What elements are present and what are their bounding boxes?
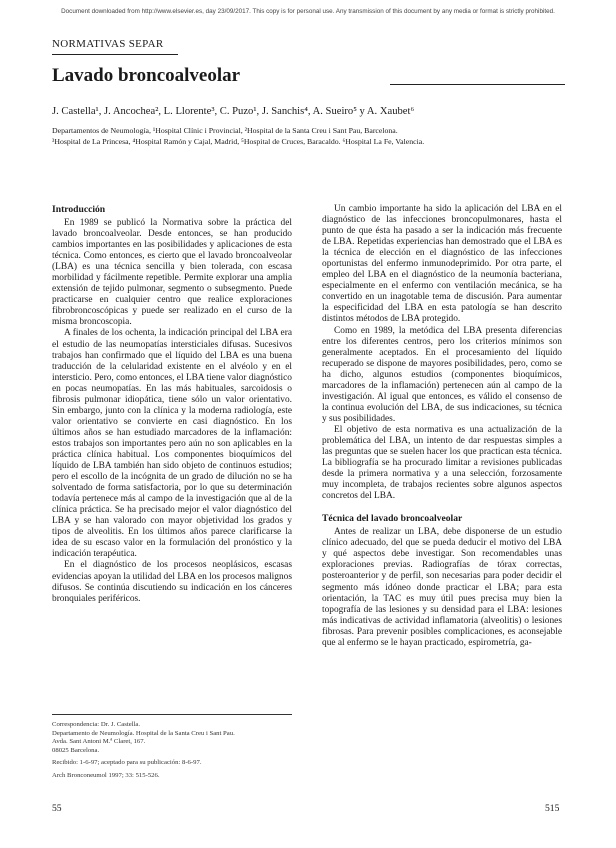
left-column (52, 204, 292, 605)
footnotes (52, 714, 292, 781)
article-title: Lavado broncoalveolar (52, 65, 241, 86)
paragraph: Antes de realizar un LBA, debe disponerse de un estudio clínico adecuado, del que se pueda deducir el motivo del LBA y qué aspectos debe investigar. Son recomendables unas exploraciones previas. Radiografías de tórax correctas, posteroanterior y de perfil, son necesarias para poder decidir el segmento más idóneo donde practicar el LBA; para esta orientación, la TAC es muy útil pues precisa muy bien la topografía de las lesiones y su densidad para el LBA: lesiones más indicativas de actividad inflamatoria (alveolitis) o lesiones fibrosas. Para prevenir posibles complicaciones, es aconsejable que al enfermo se le hayan practicado, espirometría, ga- (322, 527, 562, 648)
section-heading-introduccion: Introducción (52, 204, 106, 215)
footnote-line: 08025 Barcelona. (52, 746, 100, 754)
footnote-line: Correspondencia: Dr. J. Castella. (52, 721, 141, 728)
paragraph: En el diagnóstico de los procesos neoplásicos, escasas evidencias apoyan la utilidad del LBA en los procesos malignos difusos. Se continúa discutiendo su indicación en los cánceres bronquiales periféricos. (52, 560, 292, 604)
footnote-line: Departamento de Neumología. Hospital de la Santa Creu i Sant Pau. (52, 729, 235, 737)
section-label: NORMATIVAS SEPAR (52, 38, 164, 50)
paragraph: En 1989 se publicó la Normativa sobre la práctica del lavado broncoalveolar. Desde entonces, se han producido cambios importantes en las posibilidades y aplicaciones de esta técnica. Como entonces, es cierto que el lavado broncoalveolar (LBA) es una técnica sencilla y bien tolerada, con escasa morbilidad y fácilmente repetible. Permite explorar una amplia extensión de tejido pulmonar, segmento o subsegmento. Puede practicarse en cualquier centro que realice exploraciones fibrobroncoscópicas y puede ser realizado en el curso de la misma broncoscopia. (52, 218, 292, 328)
right-column (322, 204, 562, 649)
paragraph: El objetivo de esta normativa es una actualización de la problemática del LBA, un intento de dar respuestas simples a las preguntas que se suelen hacer los que practican esta técnica. La bibliografía se ha procurado limitar a revisiones publicadas desde la primera normativa y a una selección, forzosamente muy incompleta, de trabajos recientes sobre algunos aspectos concretos del LBA. (322, 424, 562, 502)
download-notice: Document downloaded from http://www.elsevier.es, day 23/09/2017. This copy is for personal use. Any transmission of this document by any media or format is strictly prohibited. (61, 8, 555, 15)
page-number-right: 515 (545, 803, 560, 814)
spacer (322, 502, 562, 513)
section-rule (52, 54, 178, 55)
affiliation-line: ³Hospital de La Princesa, ⁴Hospital Ramón y Cajal, Madrid, ⁵Hospital de Cruces, Baracaldo. ⁶Hospital La Fe, Valencia. (52, 137, 425, 146)
title-rule (390, 84, 565, 85)
paragraph: A finales de los ochenta, la indicación principal del LBA era el estudio de las neumopatías intersticiales difusas. Sucesivos trabajos han confirmado que el líquido del LBA es una buena traducción de la celularidad existente en el alvéolo y en el intersticio. Pero, como entonces, el LBA tiene valor diagnóstico en pocas neumopatías. En las más habituales, sarcoidosis o fibrosis pulmonar idiopática, tiene sólo un valor orientativo. Sin embargo, junto con la clínica y la moderna radiología, este valor orientativo se convierte en casi diagnóstico. En los últimos años se han estudiado marcadores de la inflamación: estos trabajos son importantes pero aún no son aplicables en la práctica clínica habitual. Los componentes bioquímicos del líquido de LBA también han sido objeto de continuos estudios; pero el escollo de la incógnita de un grado de dilución no se ha solventado de forma satisfactoria, por lo que su determinación todavía pertenece más al campo de la investigación que al de la clínica práctica. Se ha precisado mejor el valor diagnóstico del LBA y se han valorado con mayor objetividad los grados y tipos de alveolitis. En los últimos años parece clarificarse la idea de su escaso valor en la formulación del pronóstico y la indicación terapéutica. (52, 328, 292, 560)
footnote-line: Arch Bronconeumol 1997; 33: 515-526. (52, 771, 160, 779)
author-list: J. Castella¹, J. Ancochea², L. Llorente³, C. Puzo¹, J. Sanchis⁴, A. Sueiro⁵ y A. Xaubet⁶ (52, 106, 415, 117)
affiliation-line: Departamentos de Neumología, ¹Hospital Clínic i Provincial, ²Hospital de la Santa Creu i Sant Pau, Barcelona. (52, 126, 398, 135)
paragraph: Un cambio importante ha sido la aplicación del LBA en el diagnóstico de las infecciones broncopulmonares, hasta el punto de que ésta ha pasado a ser la indicación más frecuente de LBA. Repetidas experiencias han demostrado que el LBA es la técnica de elección en el diagnóstico de las infecciones oportunistas del enfermo inmunodeprimido. Por otra parte, el empleo del LBA en el diagnóstico de la neumonía bacteriana, especialmente en el enfermo con ventilación mecánica, se ha convertido en un inagotable tema de discusión. Para aumentar la especificidad del LBA en esta patología se han descrito distintos métodos de LBA protegido. (322, 204, 562, 325)
paragraph: Como en 1989, la metódica del LBA presenta diferencias entre los diferentes centros, pero los criterios mínimos son generalmente aceptados. En el procesamiento del líquido recuperado se dispone de mayores posibilidades, pero, como se ha dicho, algunos estudios (componentes bioquímicos, marcadores de la inflamación) pertenecen aún al campo de la investigación. Al igual que entonces, es válido el consenso de la continua evolución del LBA, de sus indicaciones, su técnica y sus posibilidades. (322, 325, 562, 424)
page-number-left: 55 (52, 803, 62, 814)
section-heading-tecnica: Técnica del lavado broncoalveolar (322, 513, 463, 525)
footnote-line: Recibido: 1-6-97; aceptado para su publicación: 8-6-97. (52, 759, 202, 767)
footnote-line: Avda. Sant Antoni M.ª Claret, 167. (52, 738, 146, 746)
